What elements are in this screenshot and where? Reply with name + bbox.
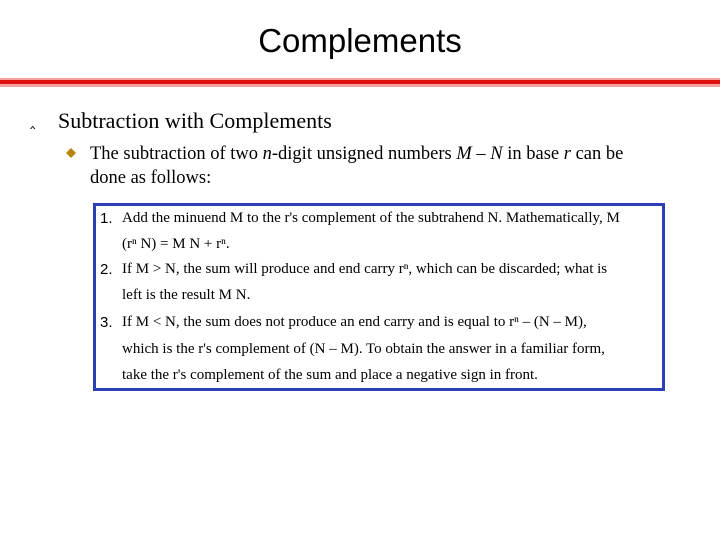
complement-rules-box	[93, 203, 665, 391]
text-segment: -digit unsigned numbers	[271, 144, 457, 164]
bullet-level1-text: Subtraction with Complements	[58, 108, 332, 133]
rule-line: (rⁿ N) = M N + rⁿ.	[122, 236, 230, 252]
diamond-bullet-icon	[66, 148, 76, 158]
text-segment: The subtraction of two	[90, 144, 263, 164]
text-segment: can be	[570, 144, 624, 164]
expression-m-minus-n: M – N	[456, 144, 503, 164]
rule-line: Add the minuend M to the r's complement of the subtrahend N. Mathematically, M	[122, 210, 620, 226]
rule-line: which is the r's complement of (N – M). To obtain the answer in a familiar form,	[122, 341, 605, 357]
bullet-level2-text	[90, 142, 690, 190]
title-divider	[0, 78, 720, 87]
variable-r: r	[563, 144, 571, 164]
rule-number: 2.	[100, 261, 113, 278]
text-segment: in base	[502, 144, 564, 164]
pointer-caret-icon: ‸	[30, 110, 36, 129]
rule-line: If M < N, the sum does not produce an end carry and is equal to rⁿ – (N – M),	[122, 314, 587, 330]
variable-n: n	[262, 144, 272, 164]
rule-number: 3.	[100, 314, 113, 331]
rule-number: 1.	[100, 210, 113, 227]
slide-title: Complements	[258, 22, 462, 59]
rule-line: take the r's complement of the sum and place a negative sign in front.	[122, 367, 538, 383]
rule-line: If M > N, the sum will produce and end carry rⁿ, which can be discarded; what is	[122, 261, 608, 277]
rule-line: left is the result M N.	[122, 287, 251, 303]
text-segment: done as follows:	[90, 168, 212, 188]
